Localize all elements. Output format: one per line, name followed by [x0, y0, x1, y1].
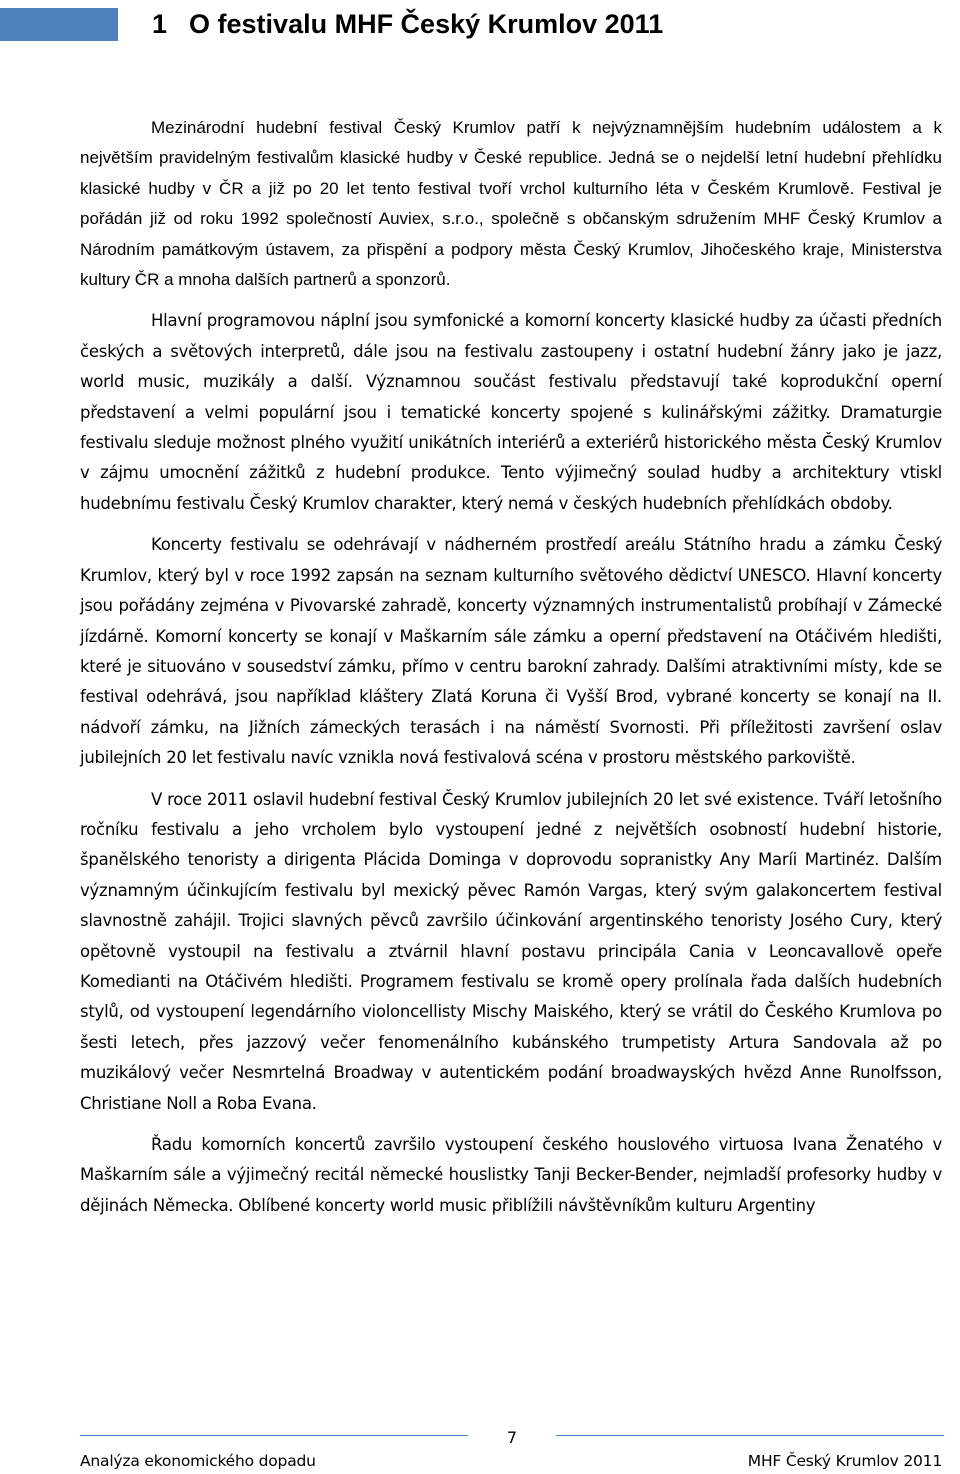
- page-number: 7: [506, 1428, 518, 1447]
- chapter-title: O festivalu MHF Český Krumlov 2011: [189, 9, 664, 39]
- paragraph-anniversary: V roce 2011 oslavil hudební festival Český Krumlov jubilejních 20 let své existence. Tváří letošního ročníku festivalu a jeho vrcholem bylo vystoupení jedné z největších osobností hudební historie, španělského tenoristy a dirigenta Plácida Dominga v doprovodu sopranistky Any Maríi Martinéz. Dalším významným účinkujícím festivalu byl mexický pěvec Ramón Vargas, který svým galakoncertem festival slavnostně zahájil. Trojici slavných pěvců završilo účinkování argentinského tenoristy Josého Cury, který opětovně vystoupil na festivalu a ztvárnil hlavní postavu principála Cania v Leoncavallově opeře Komedianti na Otáčivém hledišti. Programem festivalu se kromě opery prolínala řada dalších hudebních stylů, od vystoupení legendárního violoncellisty Mischy Maiského, který se vrátil do Českého Krumlova po šesti letech, přes jazzový večer fenomenálního kubánského trumpetisty Artura Sandovala až po muzikálový večer Nesmrtelná Broadway v autentickém podání broadwayských hvězd Anne Runolfsson, Christiane Noll a Roba Evana.: [80, 789, 942, 1113]
- paragraph-venues: Koncerty festivalu se odehrávají v nádherném prostředí areálu Státního hradu a zámku Český Krumlov, který byl v roce 1992 zapsán na seznam kulturního světového dědictví UNESCO. Hlavní koncerty jsou pořádány zejména v Pivovarské zahradě, koncerty významných instrumentalistů probíhají v Zámecké jízdárně. Komorní koncerty se konají v Maškarním sále zámku a operní představení na Otáčivém hledišti, které je situováno v sousedství zámku, přímo v centru barokní zahrady. Dalšími atraktivními místy, kde se festival odehrává, jsou například kláštery Zlatá Koruna či Vyšší Brod, vybrané koncerty se konají na II. nádvoří zámku, na Jižních zámeckých terasách i na náměstí Svornosti. Při příležitosti završení oslav jubilejních 20 let festivalu navíc vznikla nová festivalová scéna v prostoru městského parkoviště.: [80, 535, 942, 768]
- footer-right-text: MHF Český Krumlov 2011: [747, 1452, 942, 1470]
- paragraph-chamber-concerts: Řadu komorních koncertů završilo vystoupení českého houslového virtuosa Ivana Ženatého v Maškarním sále a výjimečný recitál německé houslistky Tanji Becker-Bender, nejmladší profesorky hudby v dějinách Německa. Oblíbené koncerty world music přiblížili návštěvníkům kulturu Argentiny: [80, 1135, 942, 1215]
- paragraph-intro: Mezinárodní hudební festival Český Krumlov patří k nejvýznamnějším hudebním událostem a k největším pravidelným festivalům klasické hudby v České republice. Jedná se o nejdelší letní hudební přehlídku klasické hudby v ČR a již po 20 let tento festival tvoří vrchol kulturního léta v Českém Krumlově. Festival je pořádán již od roku 1992 společností Auviex, s.r.o., společně s občanským sdružením MHF Český Krumlov a Národním památkovým ústavem, za přispění a podpory města Český Krumlov, Jihočeského kraje, Ministerstva kultury ČR a mnoha dalších partnerů a sponzorů.: [80, 118, 942, 290]
- paragraph-program: Hlavní programovou náplní jsou symfonické a komorní koncerty klasické hudby za účasti předních českých a světových interpretů, dále jsou na festivalu zastoupeny i ostatní hudební žánry jako je jazz, world music, muzikály a další. Významnou součást festivalu představují také koprodukční operní představení a velmi populární jsou i tematické koncerty spojené s kulinářskými zážitky. Dramaturgie festivalu sleduje možnost plného využití unikátních interiérů a exteriérů historického města Český Krumlov v zájmu umocnění zážitků z hudební produkce. Tento výjimečný soulad hudby a architektury vtiskl hudebnímu festivalu Český Krumlov charakter, který nemá v českých hudebních přehlídkách obdoby.: [80, 311, 942, 513]
- footer-left-text: Analýza ekonomického dopadu: [80, 1452, 316, 1470]
- chapter-number: 1: [152, 9, 168, 39]
- heading-accent-bar: [0, 8, 118, 41]
- page-title: [152, 4, 663, 44]
- document-body: [80, 113, 942, 1232]
- footer-rule-left: [80, 1435, 468, 1436]
- footer-rule-right: [556, 1435, 944, 1436]
